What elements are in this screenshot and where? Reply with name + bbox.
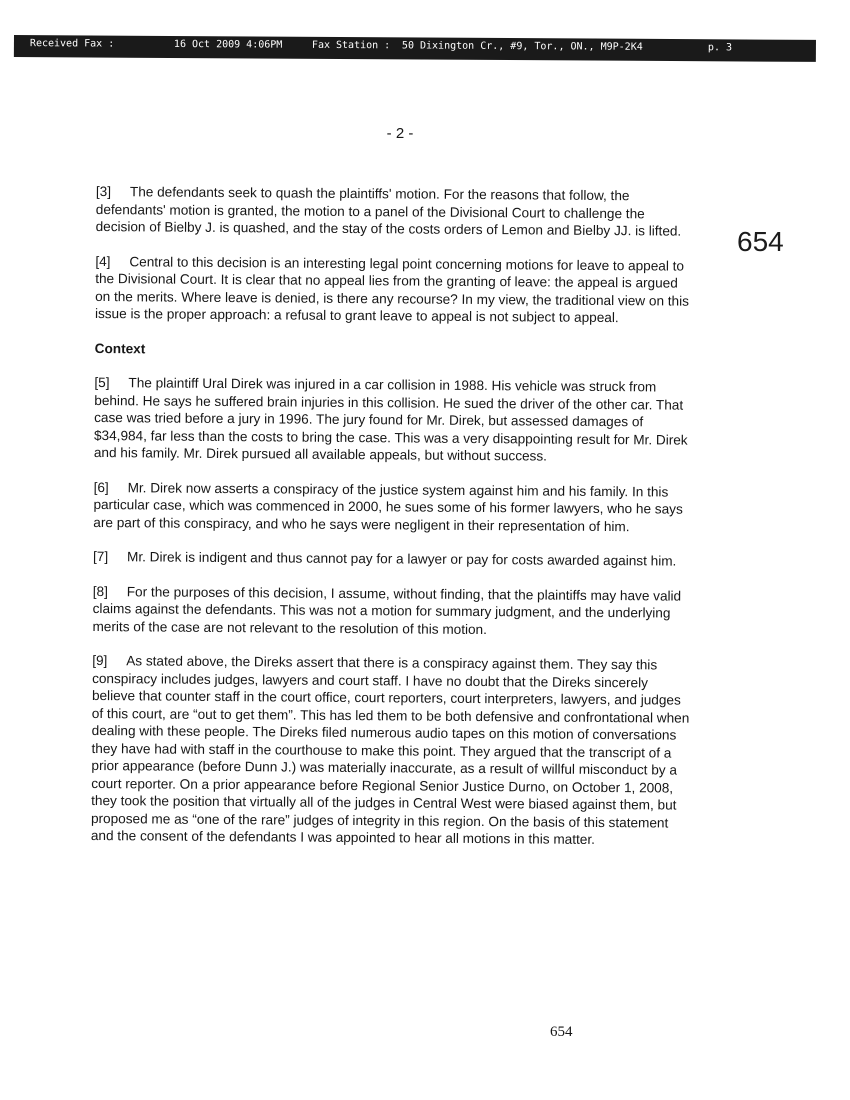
paragraph-text: The defendants seek to quash the plaintiffs' motion. For the reasons that follow, the defendants' motion is granted, the motion to a panel of the Divisional Court to challenge the decision of Bielby J. is quashed, and the stay of the costs orders of Lemon and Bielby JJ. is lifted. bbox=[95, 184, 682, 239]
paragraph-text: Mr. Direk is indigent and thus cannot pay for a lawyer or pay for costs awarded against him. bbox=[127, 549, 677, 569]
paragraph-number: [4] bbox=[95, 253, 111, 269]
paragraph-text: The plaintiff Ural Direk was injured in a car collision in 1988. His vehicle was struck from behind. He says he suffered brain injuries in this collision. He sued the driver of the other car. That case was tried before a jury in 1996. The jury found for Mr. Direk, but assessed damages of $34,984, far less than the costs to bring the case. This was a very disappointing result for Mr. Direk and his family. Mr. Direk pursued all available appeals, but without success. bbox=[93, 375, 688, 464]
paragraph-text: Central to this decision is an interesting legal point concerning motions for leave to appeal to the Divisional Court. It is clear that no appeal lies from the granting of leave: the appeal is argued on the merits. Where leave is denied, is there any recourse? In my view, the traditional view on this issue is the proper approach: a refusal to grant leave to appeal is not subject to appeal. bbox=[94, 253, 690, 326]
fax-station: 50 Dixington Cr., #9, Tor., ON., M9P-2K4 bbox=[401, 40, 643, 53]
paragraph-8 bbox=[92, 582, 692, 639]
paragraph-9 bbox=[91, 652, 692, 849]
paragraph-number: [7] bbox=[93, 548, 109, 565]
margin-page-number: 654 bbox=[737, 226, 784, 257]
paragraph-4 bbox=[95, 252, 696, 327]
paragraph-text: As stated above, the Direks assert that there is a conspiracy against them. They say this conspiracy includes judges, lawyers and court staff. I have no doubt that the Direks sincerely believe that counter staff in the court office, court reporters, court interpreters, lawyers, and judges of this court, are “out to get them”. This has led them to be both defensive and confrontational when dealing with these people. The Direks filed numerous audio tapes on this motion of conversations they have had with staff in the courthouse to make this point. They argued that the transcript of a prior appearance (before Dunn J.) was materially inaccurate, as a result of willful misconduct by a court reporter. On a prior appearance before Regional Senior Justice Durno, on October 1, 2008, they took the position that virtually all of the judges in Central West were biased against them, but proposed me as “one of the rare” judges of integrity in this region. On the basis of this statement and the consent of the defendants I was appointed to hear all motions in this matter. bbox=[90, 653, 690, 847]
fax-station-label: Fax Station : bbox=[311, 39, 391, 52]
footer-page-number: 654 bbox=[550, 1024, 573, 1040]
paragraph-3 bbox=[96, 183, 696, 240]
paragraph-5 bbox=[94, 374, 695, 466]
paragraph-number: [6] bbox=[93, 479, 109, 495]
document-body bbox=[91, 183, 696, 866]
paragraph-number: [5] bbox=[94, 374, 110, 391]
fax-received-label: Received Fax : bbox=[29, 38, 115, 50]
paragraph-text: For the purposes of this decision, I assume, without finding, that the plaintiffs may have valid claims against the defendants. This was not a motion for summary judgment, and the underlying merits of the case are not relevant to the resolution of this motion. bbox=[92, 583, 682, 637]
section-heading: Context bbox=[94, 340, 146, 356]
page-number: - 2 - bbox=[386, 125, 414, 142]
fax-date: 16 Oct 2009 4:06PM bbox=[173, 38, 283, 51]
paragraph-6 bbox=[93, 478, 693, 535]
paragraph-number: [9] bbox=[92, 652, 108, 669]
fax-page-number: p. 3 bbox=[707, 42, 733, 54]
fax-header-bar bbox=[14, 35, 816, 62]
paragraph-text: Mr. Direk now asserts a conspiracy of the justice system against him and his family. In this particular case, which was commenced in 2000, he sues some of his former lawyers, who he says are part of this conspiracy, and who he says were negligent in their representation of him. bbox=[93, 479, 683, 534]
paragraph-number: [8] bbox=[92, 583, 108, 599]
paragraph-7 bbox=[93, 548, 693, 570]
paragraph-number: [3] bbox=[95, 183, 112, 200]
